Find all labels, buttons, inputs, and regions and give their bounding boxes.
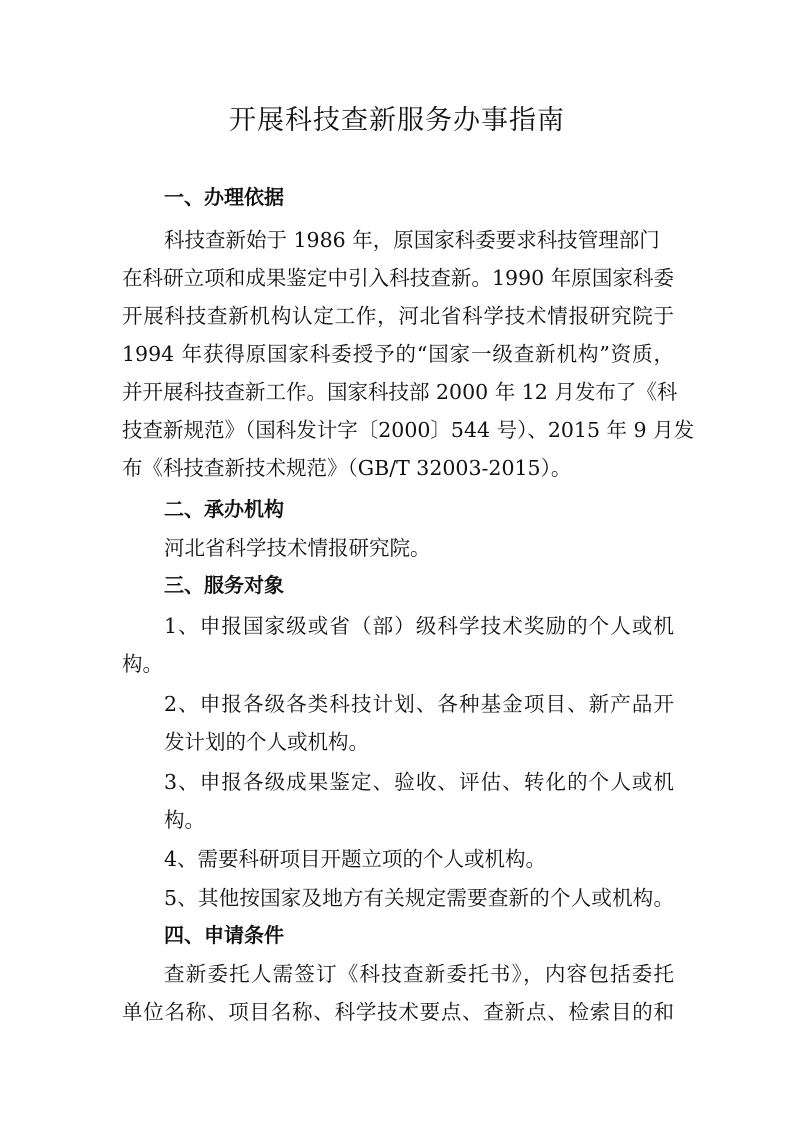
list-item-continuation: 构。 [122, 652, 163, 676]
list-item: 4、需要科研项目开题立项的个人或机构。 [164, 847, 547, 871]
list-item-continuation: 发计划的个人或机构。 [164, 730, 369, 754]
list-item: 1、申报国家级或省（部）级科学技术奖励的个人或机 [164, 614, 674, 638]
paragraph-line: 在科研立项和成果鉴定中引入科技查新。1990 年原国家科委 [122, 266, 674, 290]
paragraph-line: 并开展科技查新工作。国家科技部 2000 年 12 月发布了《科 [122, 380, 678, 404]
paragraph-line: 布《科技查新技术规范》（GB/T 32003-2015）。 [122, 456, 572, 480]
list-item: 5、其他按国家及地方有关规定需要查新的个人或机构。 [164, 886, 674, 910]
paragraph-line: 河北省科学技术情报研究院。 [164, 536, 431, 560]
paragraph-line: 单位名称、项目名称、科学技术要点、查新点、检索目的和 [122, 1000, 674, 1024]
list-item-continuation: 构。 [164, 808, 205, 832]
paragraph-line: 1994 年获得原国家科委授予的“国家一级查新机构”资质， [122, 342, 674, 366]
paragraph-line: 技查新规范》（国科发计字〔2000〕544 号）、2015 年 9 月发 [122, 418, 695, 442]
paragraph-line: 查新委托人需签订《科技查新委托书》，内容包括委托 [164, 962, 674, 986]
paragraph-line: 开展科技查新机构认定工作，河北省科学技术情报研究院于 [122, 304, 674, 328]
list-item: 2、申报各级各类科技计划、各种基金项目、新产品开 [164, 692, 674, 716]
section-heading-basis: 一、办理依据 [164, 185, 284, 209]
list-item: 3、申报各级成果鉴定、验收、评估、转化的个人或机 [164, 770, 674, 794]
section-heading-agency: 二、承办机构 [164, 497, 284, 521]
section-heading-conditions: 四、申请条件 [164, 923, 284, 947]
section-heading-targets: 三、服务对象 [164, 573, 284, 597]
page-title: 开展科技查新服务办事指南 [229, 105, 565, 136]
paragraph-line: 科技查新始于 1986 年，原国家科委要求科技管理部门 [164, 228, 660, 252]
